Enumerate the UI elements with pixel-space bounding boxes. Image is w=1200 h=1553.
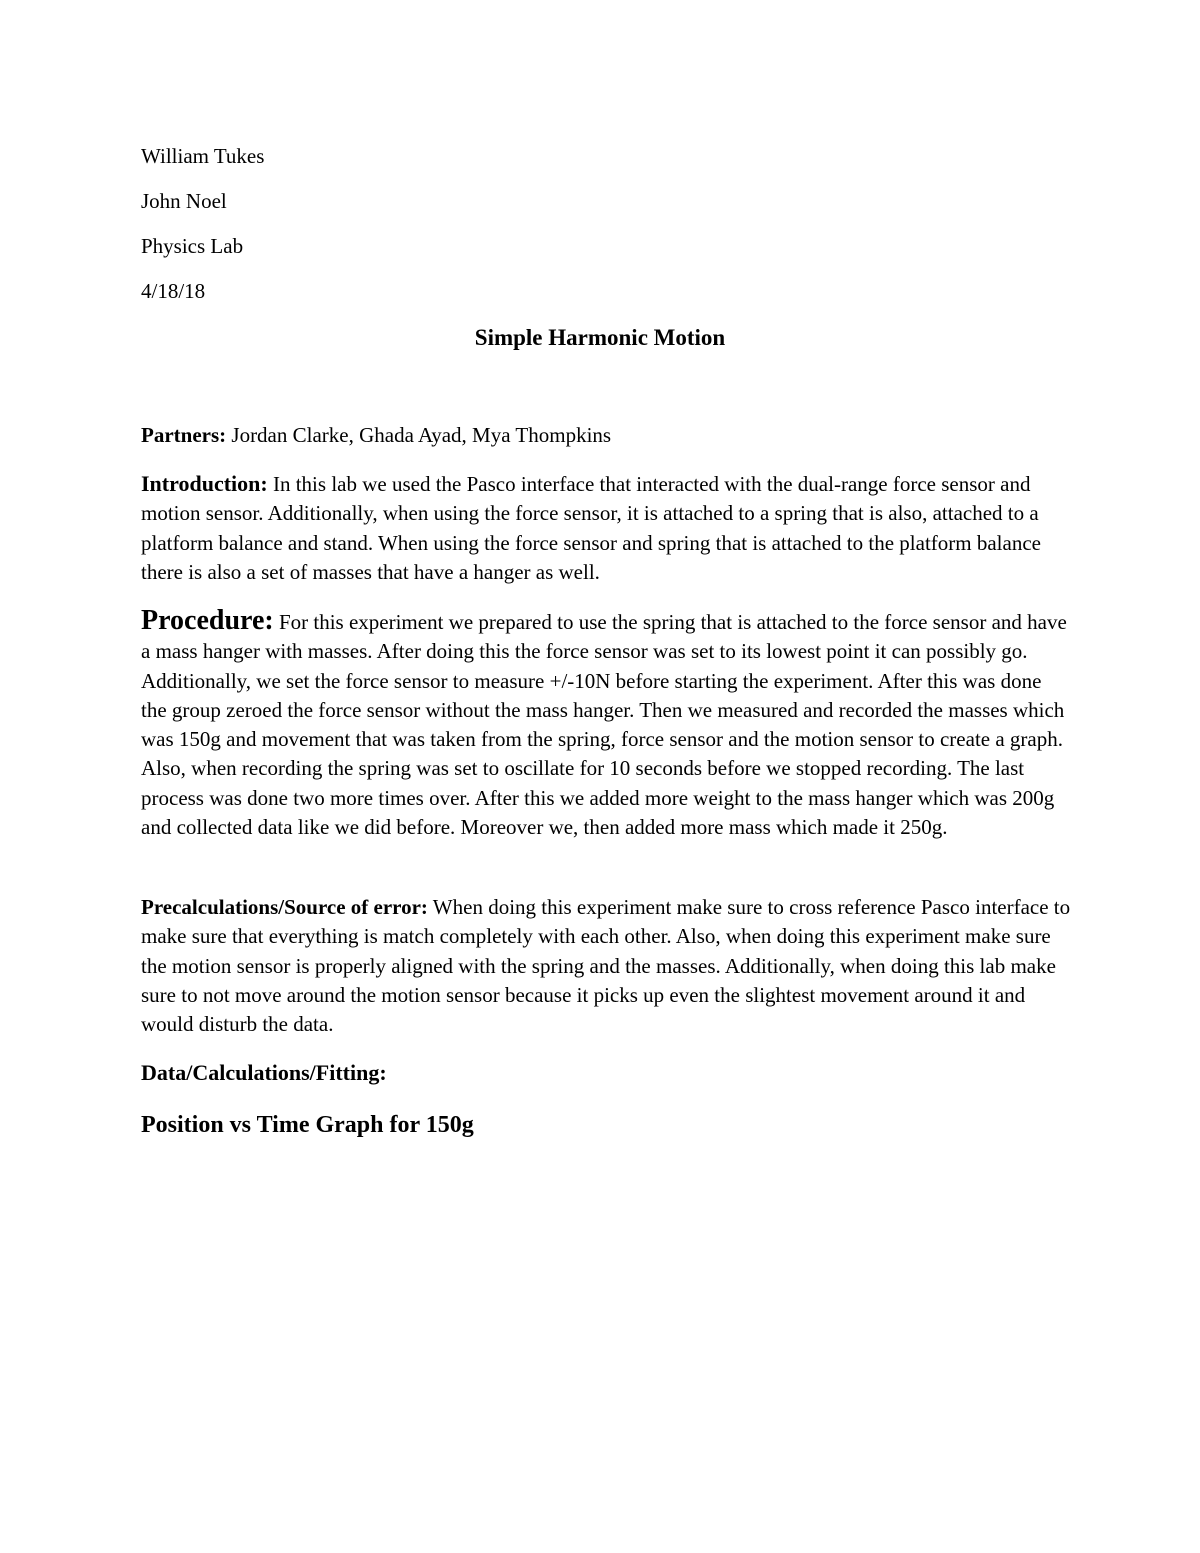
introduction-text: In this lab we used the Pasco interface that interacted with the dual-range force sensor and motion sensor. Additionally, when using the force sensor, it is attached to a spring that is also, attached to a platform balance and stand. When using the force sensor and spring that is attached to the platform balance there is also a set of masses that have a hanger as well. xyxy=(141,472,1041,584)
partners-text: Jordan Clarke, Ghada Ayad, Mya Thompkins xyxy=(226,423,612,447)
procedure-paragraph xyxy=(141,606,1071,842)
precalculations-paragraph xyxy=(141,893,1071,1039)
introduction-paragraph xyxy=(141,469,1071,587)
partners-label: Partners: xyxy=(141,423,227,447)
report-date: 4/18/18 xyxy=(141,279,206,303)
introduction-label: Introduction: xyxy=(141,471,268,496)
document-title: Simple Harmonic Motion xyxy=(474,325,726,350)
precalculations-text: When doing this experiment make sure to cross reference Pasco interface to make sure that everything is match completely with each other. Also, when doing this experiment make sure the motion sensor is properly aligned with the spring and the masses. Additionally, when doing this lab make sure to not move around the motion sensor because it picks up even the slightest movement around it and would disturb the data. xyxy=(141,895,1071,1037)
procedure-text: For this experiment we prepared to use the spring that is attached to the force sensor and have a mass hanger with masses. After doing this the force sensor was set to its lowest point it can possibly go. Additionally, we set the force sensor to measure +/-10N before starting the experiment. After this was done the group zeroed the force sensor without the mass hanger. Then we measured and recorded the masses which was 150g and movement that was taken from the spring, force sensor and the motion sensor to create a graph. Also, when recording the spring was set to oscillate for 10 seconds before we stopped recording. The last process was done two more times over. After this we added more weight to the mass hanger which was 200g and collected data like we did before. Moreover we, then added more mass which made it 250g. xyxy=(141,610,1067,840)
instructor-name: John Noel xyxy=(141,189,227,213)
procedure-label: Procedure: xyxy=(141,605,274,636)
precalculations-label: Precalculations/Source of error: xyxy=(141,895,428,919)
course-name: Physics Lab xyxy=(141,234,244,258)
data-calculations-heading: Data/Calculations/Fitting: xyxy=(141,1060,387,1085)
author-name: William Tukes xyxy=(141,144,265,168)
partners-paragraph xyxy=(141,421,1071,450)
graph-heading: Position vs Time Graph for 150g xyxy=(141,1112,474,1138)
